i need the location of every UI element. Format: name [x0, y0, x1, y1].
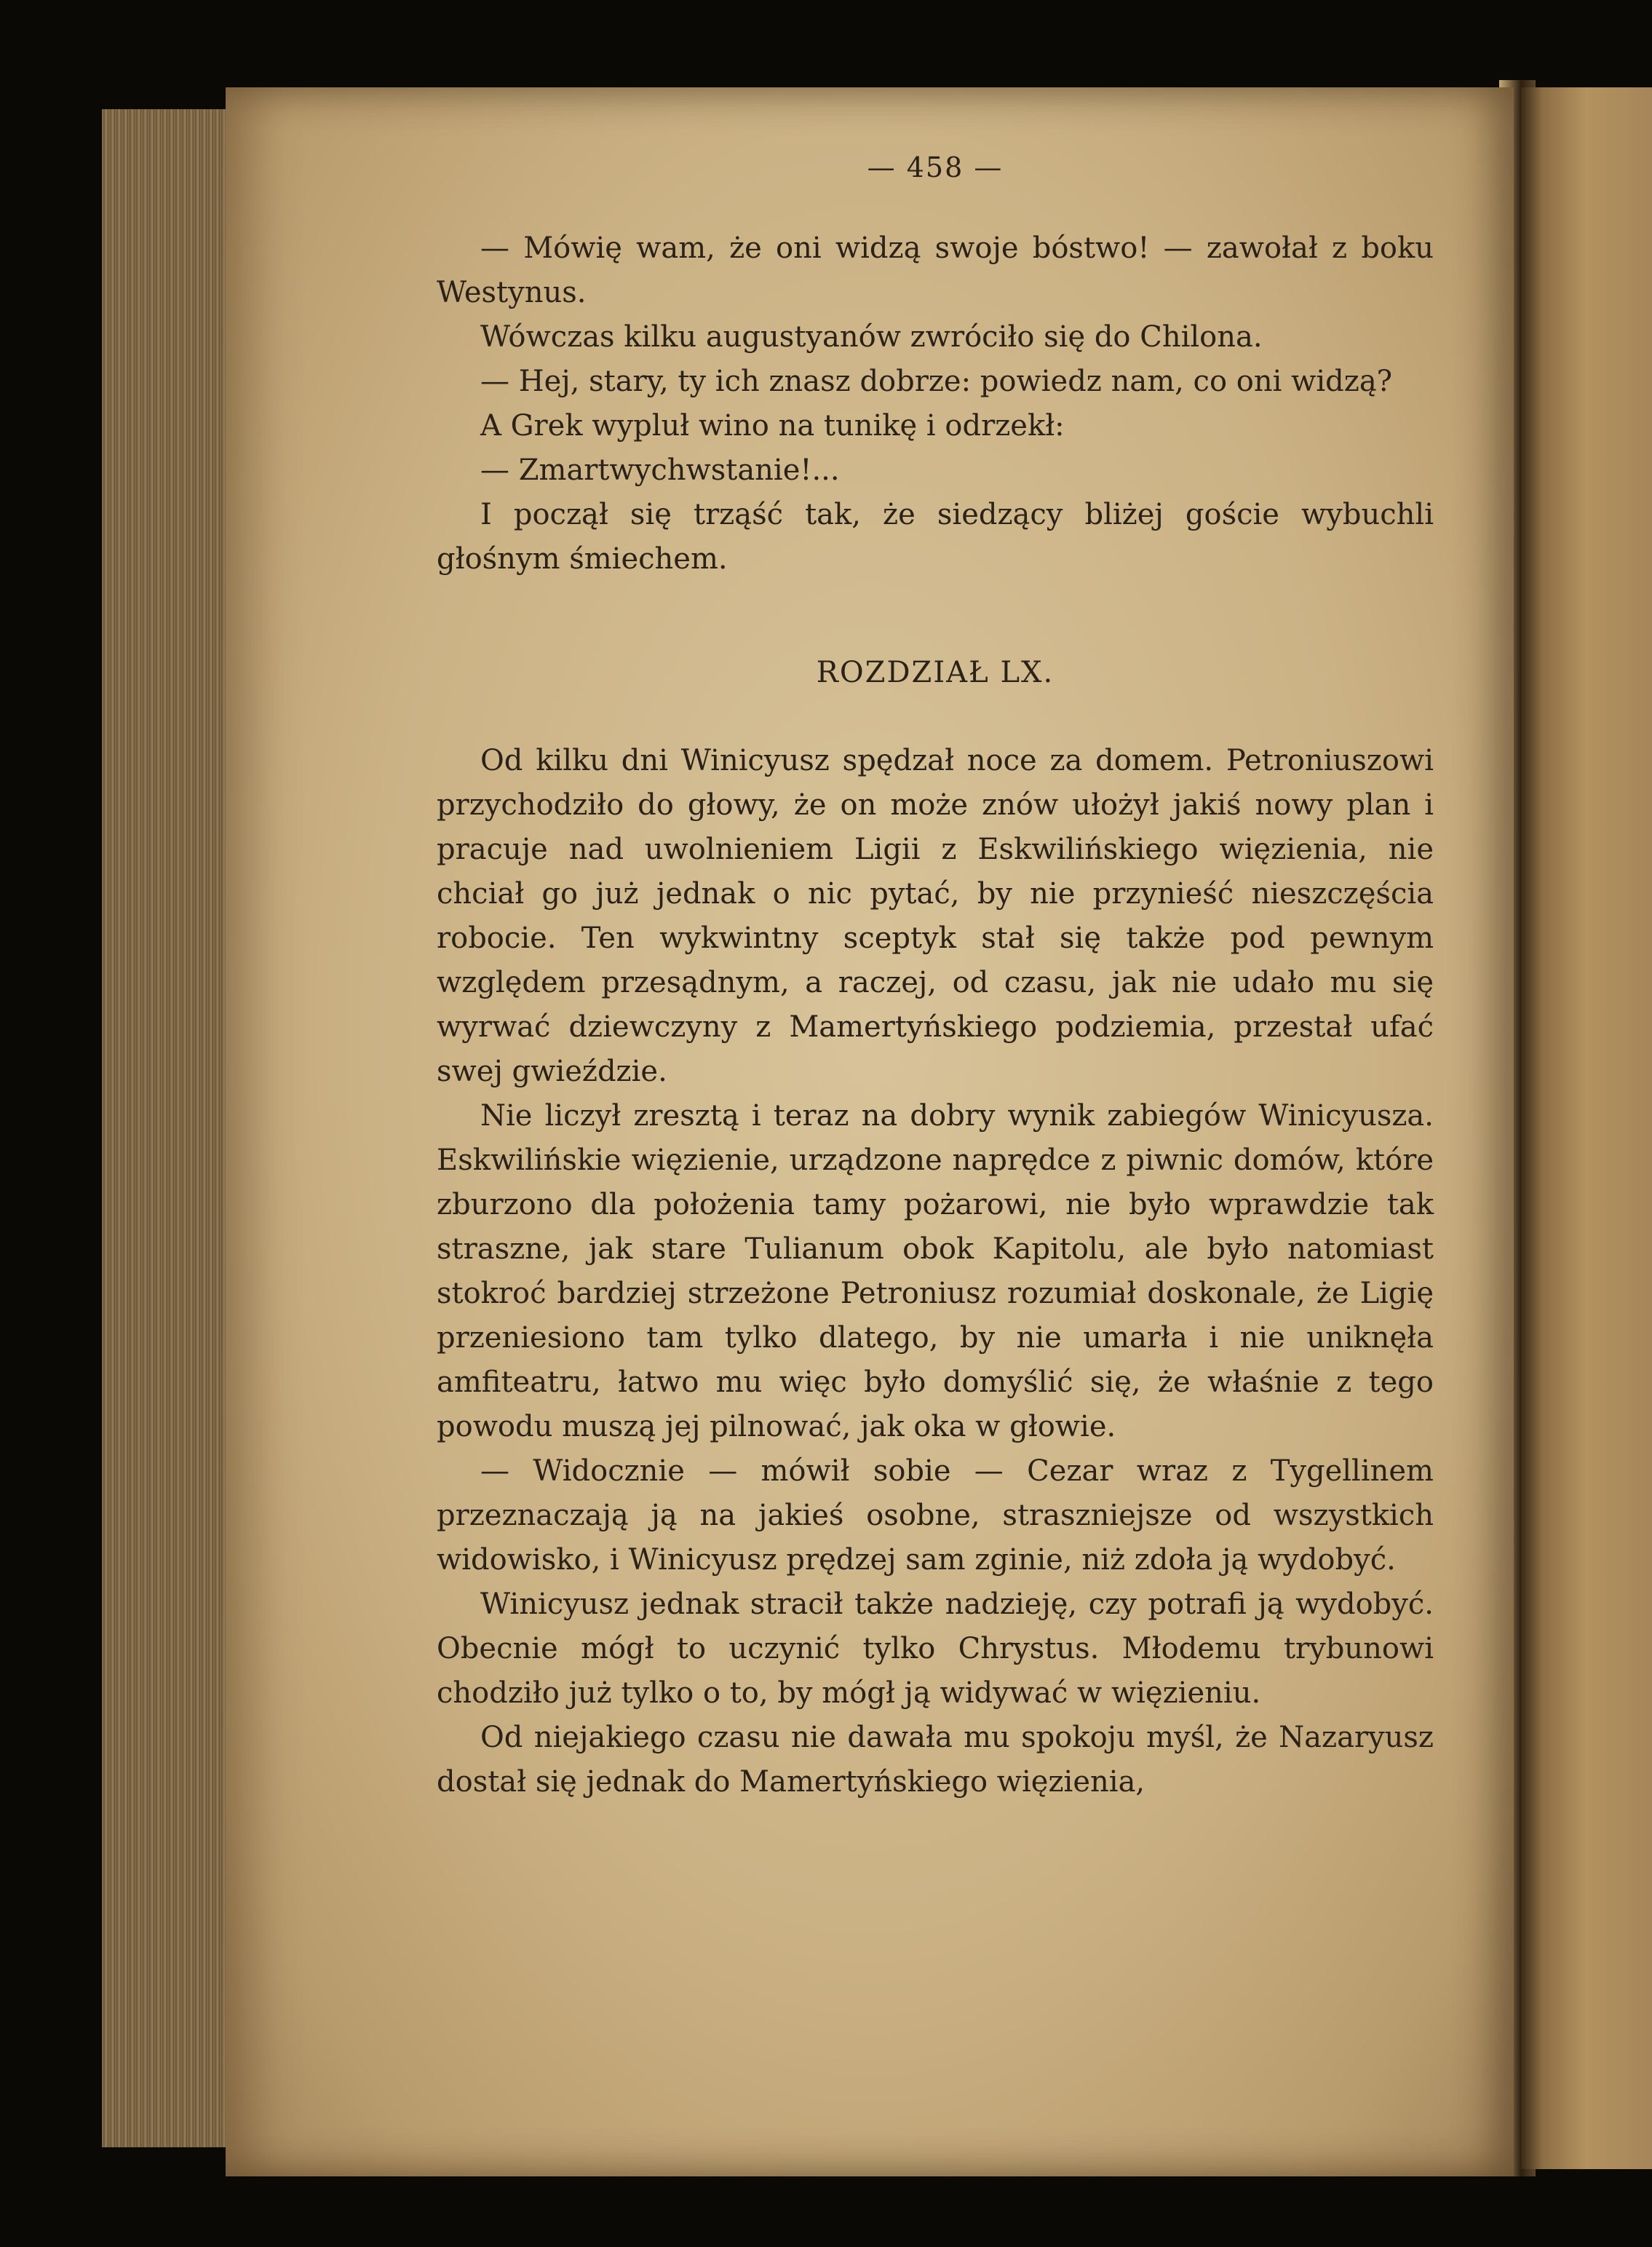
paragraph: — Mówię wam, że oni widzą swoje bóstwo! — zawołał z boku Westynus. [437, 231, 1434, 309]
paragraph: Nie liczył zresztą i teraz na dobry wynik zabiegów Winicyusza. Eskwilińskie więzienie, urządzone naprędce z piwnic domów, które zburzono dla położenia tamy pożarowi, nie było wprawdzie tak straszne, jak stare Tulianum obok Kapitolu, ale było natomiast stokroć bardziej strzeżone Petroniusz rozumiał doskonale, że Ligię przeniesiono tam tylko dlatego, by nie umarła i nie uniknęła amfiteatru, łatwo mu więc było domyślić się, że właśnie z tego powodu muszą jej pilnować, jak oka w głowie. [437, 1099, 1434, 1443]
paragraph: Wówczas kilku augustyanów zwróciło się do Chilona. [480, 320, 1263, 354]
paragraph: A Grek wypluł wino na tunikę i odrzekł: [480, 409, 1065, 443]
paragraph: Od niejakiego czasu nie dawała mu spokoju myśl, że Nazaryusz dostał się jednak do Mamertyńskiego więzienia, [437, 1721, 1434, 1799]
page-text [437, 146, 1434, 1804]
page-number: — 458 — [867, 151, 1004, 183]
facing-page [1521, 87, 1652, 2169]
paragraph: Od kilku dni Winicyusz spędzał noce za domem. Petroniuszowi przychodziło do głowy, że on może znów ułożył jakiś nowy plan i pracuje nad uwolnieniem Ligii z Eskwilińskiego więzienia, nie chciał go już jednak o nic pytać, by nie przynieść nieszczęścia robocie. Ten wykwintny sceptyk stał się także pod pewnym względem przesądnym, a raczej, od czasu, jak nie udało mu się wyrwać dziewczyny z Mamertyńskiego podziemia, przestał ufać swej gwieździe. [437, 744, 1434, 1088]
book-page [226, 87, 1514, 2176]
paragraph: — Hej, stary, ty ich znasz dobrze: powiedz nam, co oni widzą? [480, 365, 1393, 398]
chapter-heading: ROZDZIAŁ LX. [816, 656, 1055, 689]
paragraph: — Widocznie — mówił sobie — Cezar wraz z Tygellinem przeznaczają ją na jakieś osobne, straszniejsze od wszystkich widowisko, i Winicyusz prędzej sam zginie, niż zdoła ją wydobyć. [437, 1454, 1434, 1577]
paragraph: — Zmartwychwstanie!... [480, 453, 840, 487]
paragraph: I począł się trząść tak, że siedzący bliżej goście wybuchli głośnym śmiechem. [437, 498, 1434, 576]
paragraph: Winicyusz jednak stracił także nadzieję, czy potrafi ją wydobyć. Obecnie mógł to uczynić tylko Chrystus. Młodemu trybunowi chodziło już tylko o to, by mógł ją widywać w więzieniu. [437, 1588, 1434, 1710]
